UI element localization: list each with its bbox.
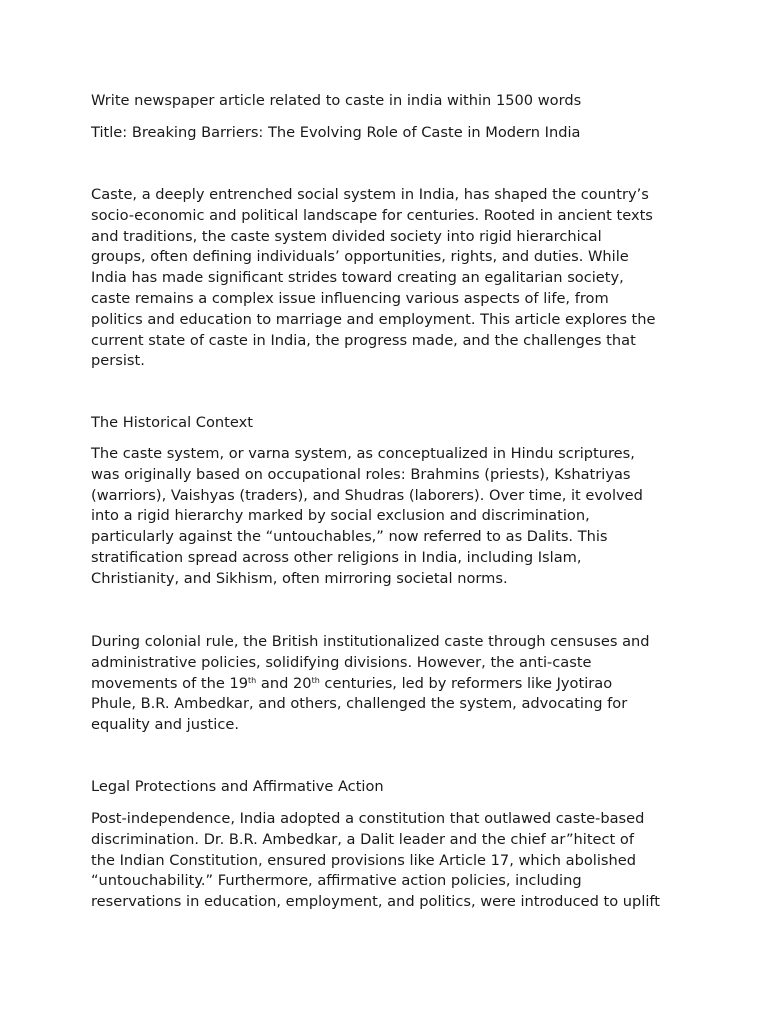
historical-paragraph-2 (91, 632, 691, 736)
paragraph-line: stratification spread across other religions in India, including Islam, (91, 548, 582, 566)
intro-line: socio-economic and political landscape for centuries. Rooted in ancient texts (91, 206, 653, 224)
intro-line: politics and education to marriage and employment. This article explores the (91, 310, 656, 328)
paragraph-line: Christianity, and Sikhism, often mirroring societal norms. (91, 569, 508, 587)
paragraph-line: The caste system, or varna system, as conceptualized in Hindu scriptures, (91, 445, 635, 462)
section-heading-legal-protections: Legal Protections and Affirmative Action (91, 778, 384, 795)
intro-line: current state of caste in India, the progress made, and the challenges that (91, 331, 636, 349)
paragraph-line: the Indian Constitution, ensured provisions like Article 17, which abolished (91, 851, 636, 869)
paragraph-line: administrative policies, solidifying divisions. However, the anti-caste (91, 653, 592, 671)
paragraph-line: (warriors), Vaishyas (traders), and Shudras (laborers). Over time, it evolved (91, 486, 643, 504)
superscript: th (248, 675, 257, 685)
paragraph-line: During colonial rule, the British institutionalized caste through censuses and (91, 633, 650, 650)
intro-line: caste remains a complex issue influencing various aspects of life, from (91, 289, 609, 307)
intro-line: groups, often defining individuals’ opportunities, rights, and duties. While (91, 248, 629, 266)
intro-line: Caste, a deeply entrenched social system in India, has shaped the country’s (91, 186, 649, 203)
intro-paragraph (91, 185, 691, 372)
paragraph-line: Phule, B.R. Ambedkar, and others, challenged the system, advocating for (91, 695, 628, 713)
paragraph-line: reservations in education, employment, and politics, were introduced to uplift (91, 893, 661, 911)
prompt-line: Write newspaper article related to caste in india within 1500 words (91, 92, 582, 109)
paragraph-line: discrimination. Dr. B.R. Ambedkar, a Dalit leader and the chief ar”hitect of (91, 830, 634, 848)
paragraph-line: movements of the 19th and 20th centuries, led by reformers like Jyotirao (91, 674, 613, 692)
intro-line: and traditions, the caste system divided society into rigid hierarchical (91, 227, 602, 245)
section-heading-historical-context: The Historical Context (91, 414, 253, 431)
article-title: Title: Breaking Barriers: The Evolving Role of Caste in Modern India (91, 124, 581, 141)
paragraph-line: equality and justice. (91, 716, 239, 734)
paragraph-line: “untouchability.” Furthermore, affirmative action policies, including (91, 872, 582, 890)
superscript: th (311, 675, 320, 685)
paragraph-line: particularly against the “untouchables,” now referred to as Dalits. This (91, 528, 608, 546)
intro-line: persist. (91, 352, 145, 370)
intro-line: India has made significant strides toward creating an egalitarian society, (91, 269, 624, 287)
historical-paragraph-1 (91, 444, 691, 590)
paragraph-line: Post-independence, India adopted a constitution that outlawed caste-based (91, 810, 645, 827)
paragraph-line: into a rigid hierarchy marked by social exclusion and discrimination, (91, 507, 590, 525)
paragraph-line: was originally based on occupational roles: Brahmins (priests), Kshatriyas (91, 465, 631, 483)
legal-paragraph-1 (91, 809, 691, 913)
